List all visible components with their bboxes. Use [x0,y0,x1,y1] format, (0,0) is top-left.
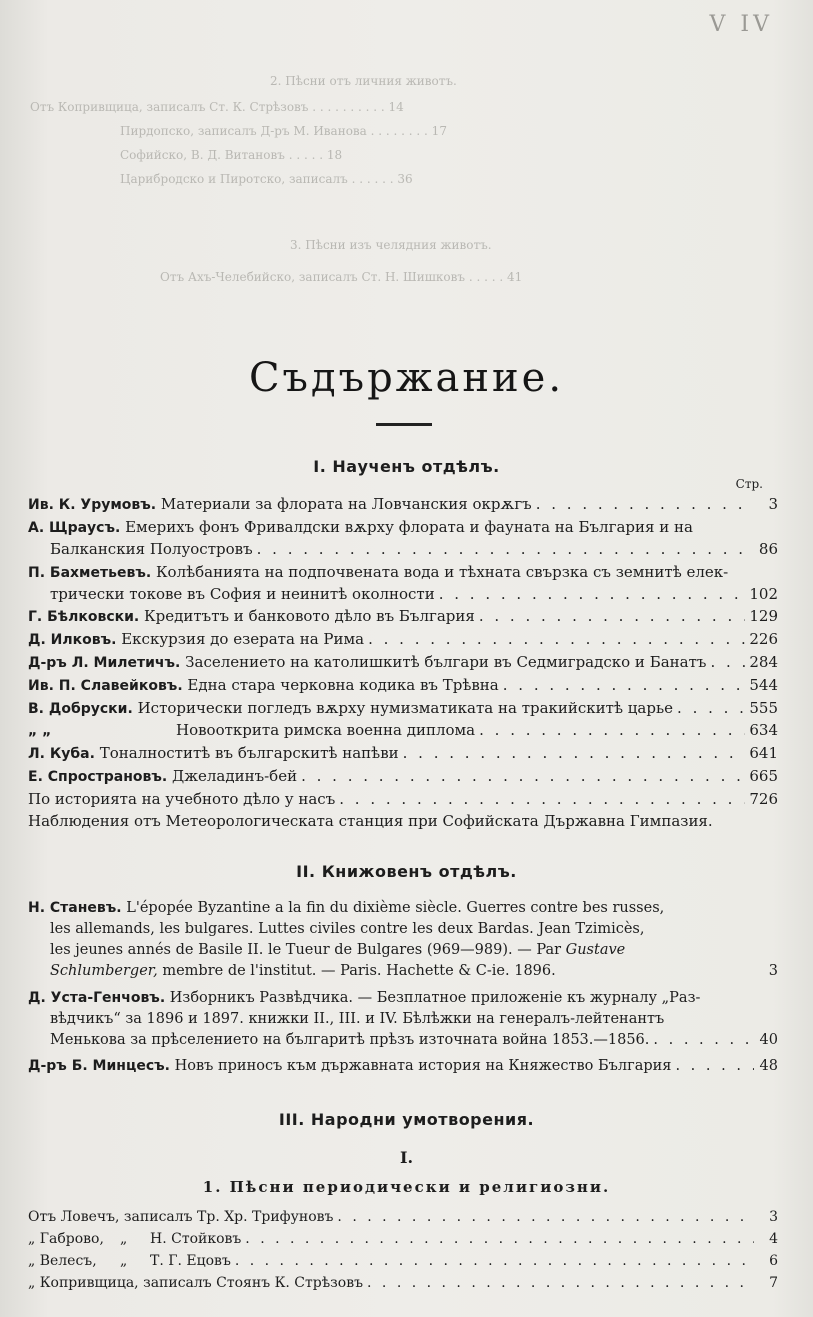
entry-title-line: membre de l'institut. — Paris. Hachette & C-ie. 1896. [162,963,556,979]
entry-page: 641 [749,744,778,762]
entry-page: 544 [749,676,778,694]
entry-author: Д. Уста-Генчовъ. [28,990,166,1006]
entry-title: Заселението на католишкитѣ българи въ Седмиградско и Банатъ [185,653,707,671]
toc-entry[interactable] [28,675,778,697]
entry-place: „ Габрово, [28,1231,104,1247]
reverse-line: Софийско, В. Д. Витановъ . . . . . 18 [120,148,343,162]
entry-title-line: вѣдчикъ“ за 1896 и 1897. книжки II., III. и IV. Бѣлѣжки на генералъ-лейтенантъ [50,1011,665,1027]
toc-entry[interactable] [28,789,778,810]
entry-title-line: L'épopée Byzantine a la fin du dixième siècle. Guerres contre bes russes, [126,900,665,916]
page-column-label: Стр. [735,477,763,491]
entry-page: 634 [749,721,778,739]
entry-title-line: Изборникъ Развѣдчика. — Безплатное приложеніе къ журналу „Раз- [169,990,701,1006]
entry-author: Ив. К. Урумовъ. [28,497,157,513]
entry-title: По историята на учебното дѣло у насъ [28,790,336,808]
entry-title-cont: Балканския Полуостровъ [50,540,253,558]
toc-entry[interactable] [28,898,778,982]
entry-page: 102 [749,585,778,603]
entry-page: 40 [759,1032,778,1048]
entry-title: Кредитътъ и банковото дѣло въ България [144,607,475,625]
entry-title-line: Новъ приносъ към държавната история на Княжество България [174,1058,672,1074]
entry-title: Екскурзия до езерата на Рима [121,630,365,648]
entry-author: А. Щраусъ. [28,520,121,536]
toc-entry[interactable] [28,562,778,605]
entry-page: 555 [749,699,778,717]
toc-entry[interactable] [28,629,778,651]
page-title: Съдържание. [248,355,565,401]
entry-recorder: Стоянъ К. Стрѣзовъ [216,1275,364,1291]
entry-title: Емерихъ фонъ Фривалдски вѫрху флората и фауната на България и на [125,518,693,536]
toc-entry[interactable] [28,517,778,560]
entry-author: Д-ръ Б. Минцесъ. [28,1058,170,1074]
section-heading: II. Книжовенъ отдѣлъ. [296,862,517,881]
entry-title: Наблюдения отъ Метеорологическата станция при Софийската Държавна Гимпазия. [28,812,713,830]
toc-entry[interactable] [28,1056,778,1077]
toc-entry[interactable] [28,766,778,788]
entry-title-line: les allemands, les bulgares. Luttes civiles contre les deux Bardas. Jean Tzimicès, [50,921,645,937]
entry-author: Г. Бѣлковски. [28,609,140,625]
entry-place: „ Велесъ, [28,1253,97,1269]
toc-entry[interactable] [28,720,778,742]
entry-recorder: Тр. Хр. Трифуновъ [197,1209,334,1225]
entry-page: 7 [769,1275,778,1291]
entry-author-name: Gustave [565,942,626,958]
entry-title: Исторически погледъ вѫрху нумизматиката на тракийскитѣ царье [137,699,674,717]
entry-title: Джеладинъ-бей [172,767,298,785]
entry-title: Материали за флората на Ловчанския окрѫгъ [160,495,532,513]
entry-page: 129 [749,607,778,625]
entry-author: Е. Спространовъ. [28,769,168,785]
toc-entry[interactable] [28,743,778,765]
toc-entry[interactable] [28,1251,778,1271]
entry-recorder: Т. Г. Ецовъ [150,1253,231,1269]
toc-entry[interactable] [28,494,778,516]
entry-place: Отъ Ловечъ, записалъ [28,1209,193,1225]
entry-page: 3 [768,963,778,979]
reverse-line: Царибродско и Пиротско, записалъ . . . . . . 36 [120,172,413,186]
reverse-line: Отъ Копривщица, записалъ Ст. К. Стрѣзовъ . . . . . . . . . . 14 [30,100,404,114]
reverse-line: Пирдопско, записалъ Д-ръ М. Иванова . . . . . . . . 17 [120,124,447,138]
entry-page: 48 [759,1058,778,1074]
entry-place: „ Копривщица, записалъ [28,1275,212,1291]
entry-page: 6 [769,1253,778,1269]
toc-entry[interactable] [28,652,778,674]
reverse-line: Отъ Ахъ-Челебийско, записалъ Ст. Н. Шишковъ . . . . . 41 [160,270,523,284]
toc-entry[interactable] [28,1273,778,1293]
entry-author: Д-ръ Л. Милетичъ. [28,655,181,671]
entry-page: 726 [749,790,778,808]
entry-title: Колѣбанията на подпочвената вода и тѣхната свързка съ земнитѣ елек- [155,563,729,581]
entry-author: Л. Куба. [28,746,95,762]
subsection-heading: 1. Пѣсни периодически и религиозни. [202,1178,611,1196]
ditto-mark: „ [120,1231,128,1247]
entry-author: В. Добруски. [28,701,133,717]
entry-page: 226 [749,630,778,648]
reverse-line: 3. Пѣсни изъ челядния животъ. [290,238,492,252]
entry-recorder: Н. Стойковъ [150,1231,242,1247]
reverse-roman-numeral: V IV [709,12,773,37]
entry-title: Тоналноститѣ въ българскитѣ напѣви [99,744,399,762]
ditto-mark: „ [120,1253,128,1269]
entry-author: Ив. П. Славейковъ. [28,678,183,694]
entry-page: 3 [769,1209,778,1225]
reverse-line: 2. Пѣсни отъ личния животъ. [270,74,457,88]
entry-page: 4 [769,1231,778,1247]
entry-title-line: les jeunes annés de Basile II. le Tueur de Bulgares (969—989). — Par [50,942,562,958]
entry-title-cont: трически токове въ София и неинитѣ околности [50,585,435,603]
section-heading: I. Наученъ отдѣлъ. [313,457,500,476]
toc-entry[interactable] [28,811,778,832]
entry-author: Д. Илковъ. [28,632,117,648]
ditto-marks: „ „ [28,723,52,739]
toc-entry[interactable] [28,1207,778,1227]
entry-page: 665 [749,767,778,785]
entry-author: Н. Станевъ. [28,900,122,916]
entry-page: 3 [768,495,778,513]
part-number: I. [399,1148,414,1167]
entry-author-name: Schlumberger, [50,963,158,979]
title-underline [376,423,432,426]
toc-entry[interactable] [28,1229,778,1249]
entry-title: Новооткрита римска военна диплома [176,721,476,739]
toc-entry[interactable] [28,698,778,720]
entry-title-line: Менькова за прѣселението на българитѣ прѣзъ изтoчната война 1853.—1856. [50,1032,650,1048]
toc-entry[interactable] [28,988,778,1051]
entry-page: 86 [758,540,778,558]
section-heading: III. Народни умотворения. [278,1110,535,1129]
entry-page: 284 [749,653,778,671]
entry-title: Една стара черковна кодика въ Трѣвна [187,676,499,694]
entry-author: П. Бахметьевъ. [28,565,152,581]
toc-entry[interactable] [28,606,778,628]
